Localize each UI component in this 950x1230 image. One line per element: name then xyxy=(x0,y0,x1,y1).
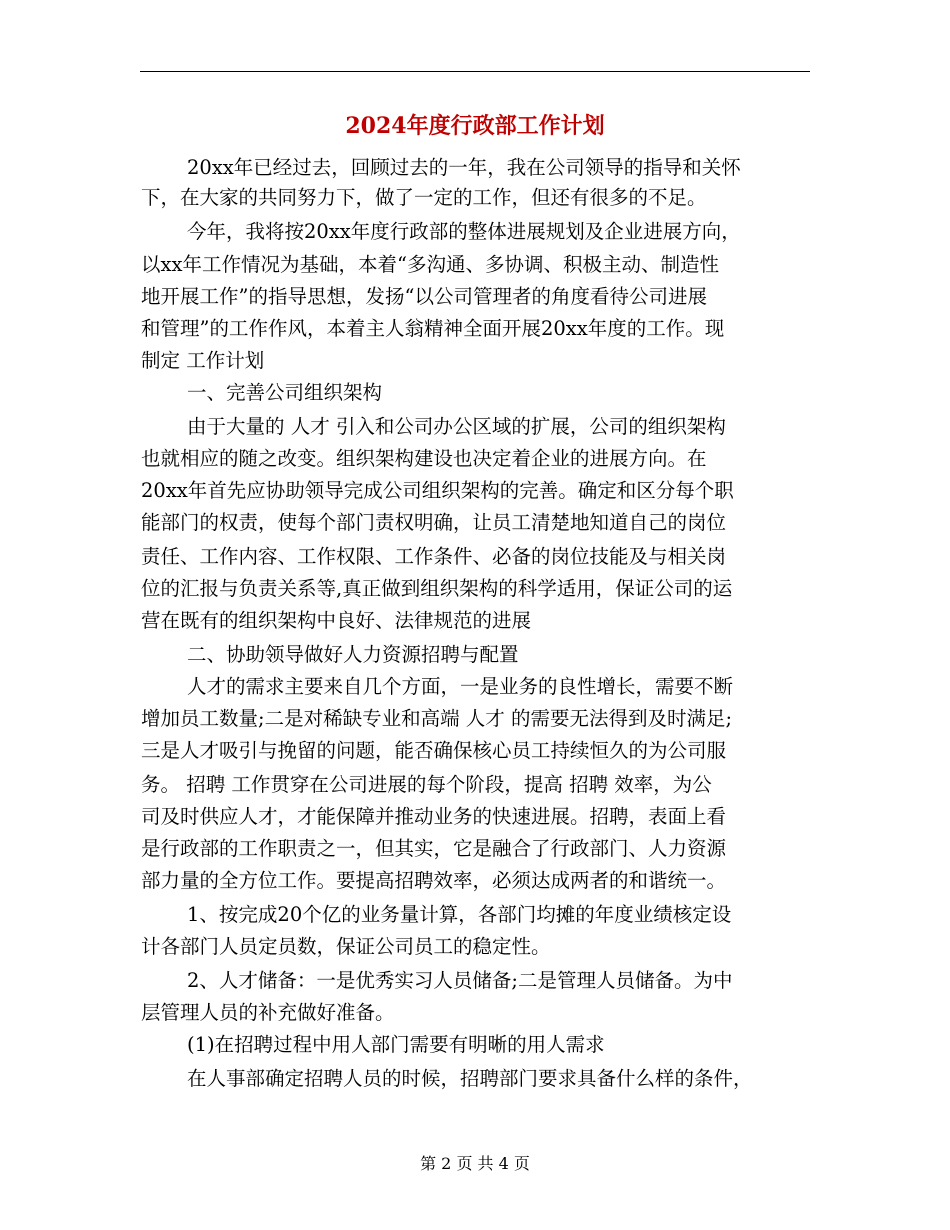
text-line: 人才的需求主要来自几个方面，一是业务的良性增长，需要不断 xyxy=(187,675,734,698)
text-line: 20xx年已经过去，回顾过去的一年，我在公司领导的指导和关怀 xyxy=(187,156,741,179)
text-line: 增加员工数量;二是对稀缺专业和高端 人才 的需要无法得到及时满足; xyxy=(141,707,733,730)
text-line: 责任、工作内容、工作权限、工作条件、必备的岗位技能及与相关岗 xyxy=(141,545,727,568)
text-line: 营在既有的组织架构中良好、法律规范的进展 xyxy=(141,609,532,632)
text-line: (1)在招聘过程中用人部门需要有明晰的用人需求 xyxy=(187,1033,605,1056)
text-line: 以xx年工作情况为基础，本着“多沟通、多协调、积极主动、制造性 xyxy=(141,253,719,276)
text-line: 制定 工作计划 xyxy=(141,349,265,372)
text-line: 今年，我将按20xx年度行政部的整体进展规划及企业进展方向， xyxy=(187,220,741,243)
section-heading: 二、协助领导做好人力资源招聘与配置 xyxy=(187,643,519,666)
text-line: 1、按完成20个亿的业务量计算，各部门均摊的年度业绩核定设 xyxy=(187,903,732,926)
page-number: 第 2 页 共 4 页 xyxy=(420,1154,530,1173)
text-line: 20xx年首先应协助领导完成公司组织架构的完善。确定和区分每个职 xyxy=(141,479,734,502)
text-line: 2、人才储备：一是优秀实习人员储备;二是管理人员储备。为中 xyxy=(187,969,733,992)
text-line: 部力量的全方位工作。要提高招聘效率，必须达成两者的和谐统一。 xyxy=(141,869,727,892)
text-line: 层管理人员的补充做好准备。 xyxy=(141,1001,395,1024)
text-line: 司及时供应人才，才能保障并推动业务的快速进展。招聘，表面上看 xyxy=(141,805,727,828)
text-line: 务。 招聘 工作贯穿在公司进展的每个阶段，提高 招聘 效率，为公 xyxy=(141,773,712,796)
text-line: 是行政部的工作职责之一，但其实，它是融合了行政部门、人力资源 xyxy=(141,837,727,860)
text-line: 下，在大家的共同努力下，做了一定的工作，但还有很多的不足。 xyxy=(141,186,707,209)
text-line: 也就相应的随之改变。组织架构建设也决定着企业的进展方向。在 xyxy=(141,447,707,470)
section-heading: 一、完善公司组织架构 xyxy=(187,381,383,404)
text-line: 和管理”的工作作风，本着主人翁精神全面开展20xx年度的工作。现 xyxy=(141,317,725,340)
text-line: 三是人才吸引与挽留的问题，能否确保核心员工持续恒久的为公司服 xyxy=(141,739,727,762)
text-line: 地开展工作”的指导思想，发扬“以公司管理者的角度看待公司进展 xyxy=(141,285,707,308)
text-line: 在人事部确定招聘人员的时候，招聘部门要求具备什么样的条件， xyxy=(187,1067,753,1090)
text-line: 计各部门人员定员数，保证公司员工的稳定性。 xyxy=(141,935,551,958)
text-line: 能部门的权责，使每个部门责权明确，让员工清楚地知道自己的岗位 xyxy=(141,511,727,534)
header-rule xyxy=(140,71,810,72)
text-line: 位的汇报与负责关系等,真正做到组织架构的科学适用，保证公司的运 xyxy=(141,577,733,600)
text-line: 由于大量的 人才 引入和公司办公区域的扩展，公司的组织架构 xyxy=(187,415,726,438)
document-title: 2024年度行政部工作计划 xyxy=(345,113,605,139)
